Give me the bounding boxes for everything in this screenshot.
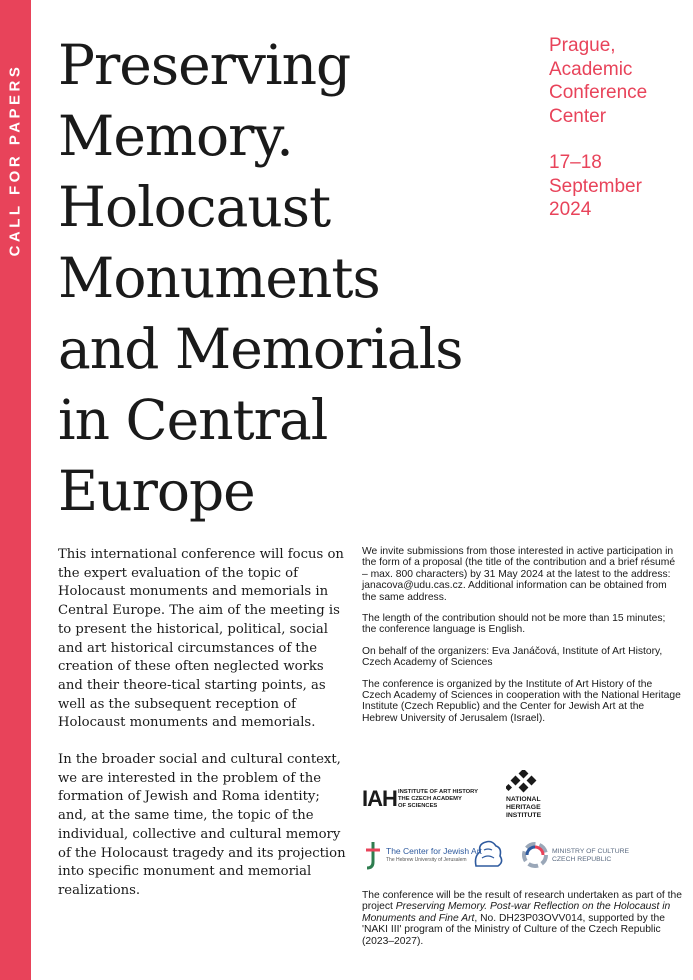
organized-by-info: The conference is organized by the Institute of Art History of the Czech Academy of Sciences in cooperation with the National Heritage Institute (Czech Republic) and the Center for Jewish Art at the Hebrew University of Jerusalem (Israel).	[362, 678, 681, 724]
title-line: Monuments	[58, 246, 380, 310]
funding-note	[362, 890, 682, 947]
moc-line: CZECH REPUBLIC	[552, 856, 612, 863]
info-column	[362, 546, 682, 734]
date-line: 2024	[549, 199, 592, 220]
side-strip	[0, 0, 31, 980]
venue-line: Center	[549, 105, 607, 127]
title-line: and Memorials	[58, 317, 463, 381]
moc-emblem-icon	[522, 842, 548, 868]
call-for-papers-label: CALL FOR PAPERS	[6, 63, 24, 257]
iah-logo	[362, 786, 492, 816]
title-line: Memory.	[58, 104, 293, 168]
iah-mark: IAH	[362, 786, 397, 811]
intro-text	[58, 546, 350, 919]
organizers-info: On behalf of the organizers: Eva Janáčová, Institute of Art History, Czech Academy of Sciences	[362, 645, 663, 669]
cja-name: The Center for Jewish Art	[386, 846, 482, 856]
nhi-line: NATIONAL	[506, 796, 541, 803]
cja-sub: The Hebrew University of Jerusalem	[386, 857, 467, 863]
nhi-line: INSTITUTE	[506, 812, 542, 819]
date-line: September	[549, 175, 642, 197]
title-line: Holocaust	[58, 175, 331, 239]
nhi-line: HERITAGE	[506, 804, 541, 811]
conference-title	[58, 30, 558, 527]
title-line: Europe	[58, 459, 255, 523]
cja-mark-icon	[362, 840, 384, 870]
title-line: Preserving	[58, 33, 351, 97]
funding-post: , No. DH23P03OVV014, supported by the 'NAKI III' program of the Ministry of Culture of the Czech Republic (2023–2027).	[362, 912, 665, 947]
iah-line: THE CZECH ACADEMY	[398, 796, 462, 802]
iah-line: OF SCIENCES	[398, 803, 438, 809]
date-line: 17–18	[549, 152, 602, 173]
iah-line: INSTITUTE OF ART HISTORY	[398, 789, 478, 795]
moc-logo	[522, 842, 682, 872]
conference-dates	[549, 151, 689, 222]
intro-paragraph: In the broader social and cultural context, we are interested in the problem of the formation of Jewish and Roma identity; and, at the same time, the topic of the individual, collective and cultural memory of the Holocaust tragedy and its projection into specific monument and memorial realizations.	[58, 752, 346, 898]
moc-line: MINISTRY OF CULTURE	[552, 848, 630, 855]
venue-line: Academic	[549, 58, 633, 80]
venue	[549, 34, 689, 128]
funding-pre: The conference will be the result of research undertaken as part of the project	[362, 890, 682, 913]
intro-paragraph: This international conference will focus on the expert evaluation of the topic of Holocaust monuments and memorials in Central Europe. The aim of the meeting is to present the historical, political, social and art historical circumstances of the creation of these often neglected works and their theore-tical starting points, as well as the subsequent reception of Holocaust monuments and memorials.	[58, 547, 344, 731]
nhi-logo	[504, 770, 564, 826]
partner-logos	[362, 770, 682, 880]
nhi-symbol-icon	[506, 770, 542, 794]
heraldic-lion-icon	[470, 836, 506, 872]
venue-line: Prague,	[549, 35, 616, 56]
venue-line: Conference	[549, 82, 648, 103]
title-line: in Central	[58, 388, 328, 452]
submission-info: We invite submissions from those interested in active participation in the form of a proposal (the title of the contribution and a brief résumé – max. 800 characters) by 31 May 2024 at the latest to the address: janacova@udu.cas.cz. Additional information can be obtained from the same address.	[362, 546, 676, 603]
length-info: The length of the contribution should not be more than 15 minutes; the conference language is English.	[362, 613, 666, 636]
project-title: Preserving Memory. Post-war Reflection on the Holocaust in Monuments and Fine Art	[362, 901, 671, 924]
